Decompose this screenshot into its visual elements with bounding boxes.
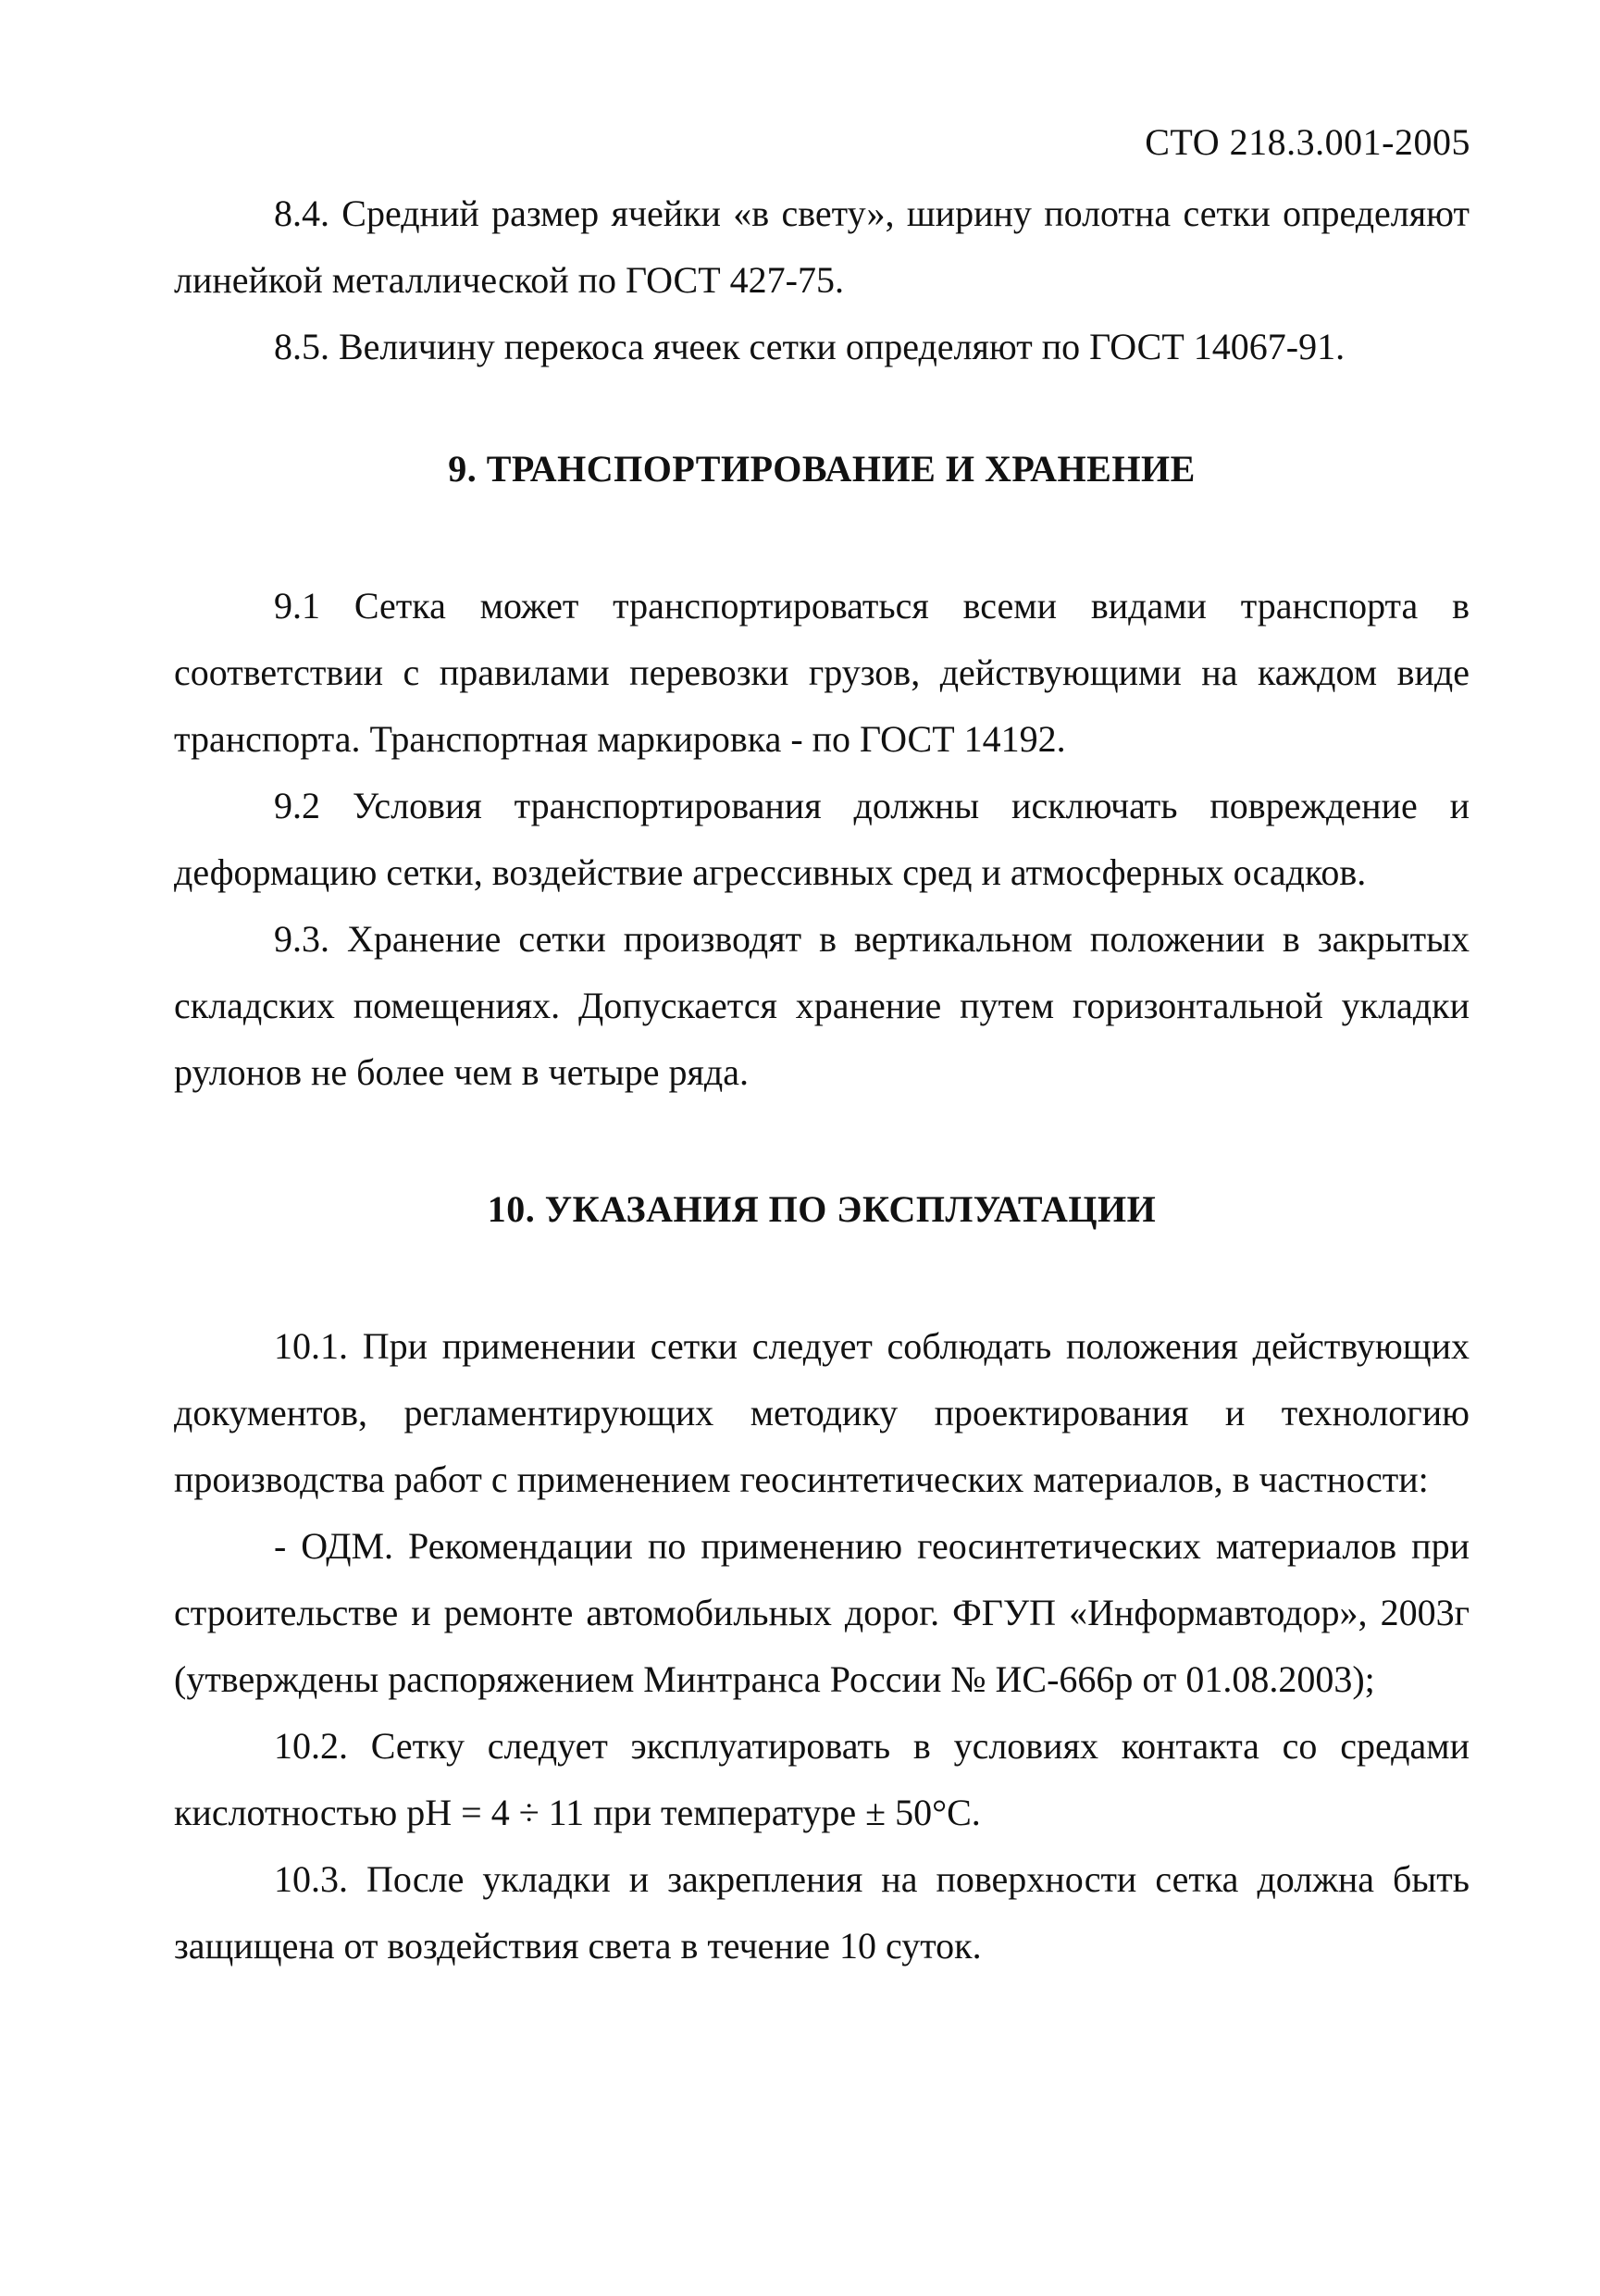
paragraph-9-2: 9.2 Условия транспортирования должны исключать повреждение и деформацию сетки, воздействие агрессивных сред и атмосферных осадков. — [174, 785, 1470, 893]
paragraph-10-2: 10.2. Сетку следует эксплуатировать в условиях контакта со средами кислотностью pH = 4 ÷ 11 при температуре ± 50°С. — [174, 1725, 1470, 1833]
paragraph-10-1: 10.1. При применении сетки следует соблюдать положения действующих документов, регламентирующих методику проектирования и технологию производства работ с применением геосинтетических материалов, в частности: — [174, 1325, 1470, 1500]
paragraph-8-5: 8.5. Величину перекоса ячеек сетки определяют по ГОСТ 14067-91. — [274, 326, 1346, 367]
paragraph-10-1-item: - ОДМ. Рекомендации по применению геосинтетических материалов при строительстве и ремонте автомобильных дорог. ФГУП «Информавтодор», 2003г (утверждены распоряжением Минтранса России № ИС-666р от 01.08.2003); — [174, 1525, 1470, 1700]
paragraph-9-3: 9.3. Хранение сетки производят в вертикальном положении в закрытых складских помещениях. Допускается хранение путем горизонтальной укладки рулонов не более чем в четыре ряда. — [174, 918, 1470, 1093]
section-9-title: 9. ТРАНСПОРТИРОВАНИЕ И ХРАНЕНИЕ — [448, 448, 1196, 490]
document-body — [174, 180, 1470, 1980]
paragraph-9-1: 9.1 Сетка может транспортироваться всеми видами транспорта в соответствии с правилами перевозки грузов, действующими на каждом виде транспорта. Транспортная маркировка - по ГОСТ 14192. — [174, 585, 1470, 760]
paragraph-10-3: 10.3. После укладки и закрепления на поверхности сетка должна быть защищена от воздействия света в течение 10 суток. — [174, 1858, 1470, 1967]
document-code: СТО 218.3.001-2005 — [1145, 121, 1470, 163]
paragraph-8-4: 8.4. Средний размер ячейки «в свету», ширину полотна сетки определяют линейкой металлической по ГОСТ 427-75. — [174, 192, 1470, 301]
section-10-title: 10. УКАЗАНИЯ ПО ЭКСПЛУАТАЦИИ — [487, 1188, 1157, 1230]
